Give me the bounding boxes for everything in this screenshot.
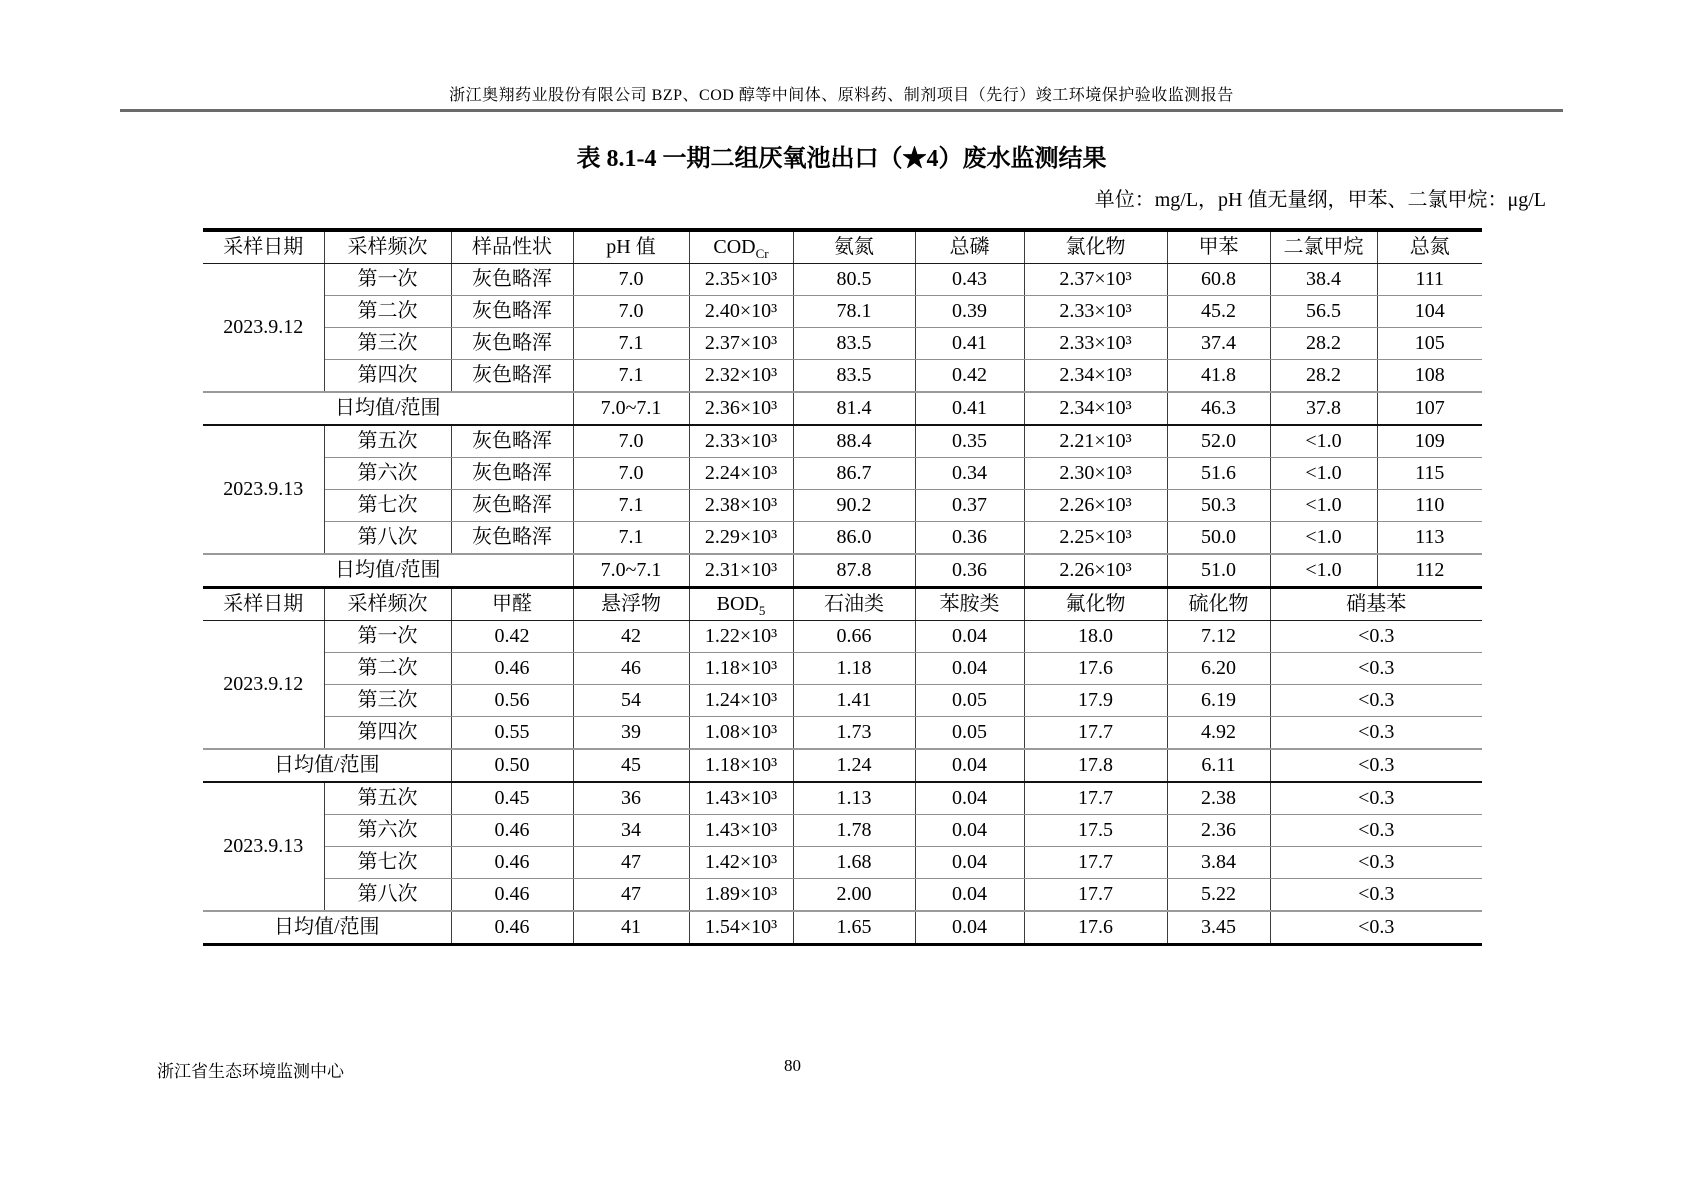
value-cell: 0.04 [915,911,1024,945]
value-cell: 0.04 [915,782,1024,815]
value-cell: 83.5 [793,360,915,393]
value-cell: 111 [1377,264,1482,296]
value-cell: 2.24×10³ [689,458,793,490]
value-cell: 113 [1377,522,1482,555]
value-cell: 110 [1377,490,1482,522]
value-cell: 2.35×10³ [689,264,793,296]
column-header-cell: 苯胺类 [915,588,1024,621]
value-cell: 0.04 [915,847,1024,879]
value-cell: 87.8 [793,554,915,588]
daily-average-label-cell: 日均值/范围 [203,554,573,588]
value-cell: <0.3 [1270,621,1482,653]
appearance-cell: 灰色略浑 [451,296,573,328]
frequency-cell: 第七次 [324,490,451,522]
value-cell: <0.3 [1270,685,1482,717]
value-cell: 0.55 [451,717,573,750]
date-cell: 2023.9.12 [203,264,324,393]
value-cell: 0.05 [915,717,1024,750]
value-cell: 0.05 [915,685,1024,717]
value-cell: 0.04 [915,749,1024,782]
appearance-cell: 灰色略浑 [451,425,573,458]
value-cell: 47 [573,847,689,879]
value-cell: 56.5 [1270,296,1377,328]
value-cell: <0.3 [1270,653,1482,685]
value-cell: 5.22 [1167,879,1270,912]
value-cell: 50.0 [1167,522,1270,555]
value-cell: 7.1 [573,522,689,555]
frequency-cell: 第五次 [324,782,451,815]
value-cell: 52.0 [1167,425,1270,458]
value-cell: 37.8 [1270,392,1377,425]
value-cell: 1.43×10³ [689,815,793,847]
value-cell: 6.19 [1167,685,1270,717]
value-cell: <0.3 [1270,749,1482,782]
value-cell: 2.34×10³ [1024,392,1167,425]
appearance-cell: 灰色略浑 [451,458,573,490]
value-cell: 1.13 [793,782,915,815]
value-cell: 0.04 [915,879,1024,912]
value-cell: 46.3 [1167,392,1270,425]
value-cell: 2.26×10³ [1024,554,1167,588]
value-cell: 7.0~7.1 [573,554,689,588]
daily-average-label-cell: 日均值/范围 [203,749,451,782]
frequency-cell: 第六次 [324,458,451,490]
value-cell: 2.38 [1167,782,1270,815]
value-cell: 1.24 [793,749,915,782]
appearance-cell: 灰色略浑 [451,360,573,393]
value-cell: 41 [573,911,689,945]
value-cell: 2.40×10³ [689,296,793,328]
value-cell: 2.25×10³ [1024,522,1167,555]
column-header-cell: 总氮 [1377,230,1482,264]
value-cell: 1.18×10³ [689,749,793,782]
column-header-cell: 石油类 [793,588,915,621]
value-cell: 90.2 [793,490,915,522]
value-cell: 7.1 [573,328,689,360]
value-cell: 17.7 [1024,847,1167,879]
date-cell: 2023.9.12 [203,621,324,750]
value-cell: <0.3 [1270,717,1482,750]
column-header-cell: 采样频次 [324,588,451,621]
header-rule [120,109,1563,112]
value-cell: 2.33×10³ [689,425,793,458]
value-cell: 1.41 [793,685,915,717]
value-cell: 112 [1377,554,1482,588]
value-cell: 1.68 [793,847,915,879]
value-cell: 1.43×10³ [689,782,793,815]
value-cell: <1.0 [1270,425,1377,458]
frequency-cell: 第三次 [324,328,451,360]
value-cell: 1.54×10³ [689,911,793,945]
value-cell: 2.32×10³ [689,360,793,393]
value-cell: 1.18 [793,653,915,685]
frequency-cell: 第七次 [324,847,451,879]
column-header-cell: 悬浮物 [573,588,689,621]
value-cell: 47 [573,879,689,912]
value-cell: 1.18×10³ [689,653,793,685]
value-cell: 0.66 [793,621,915,653]
column-header-cell: 采样日期 [203,230,324,264]
value-cell: 2.38×10³ [689,490,793,522]
daily-average-label-cell: 日均值/范围 [203,911,451,945]
value-cell: 2.26×10³ [1024,490,1167,522]
value-cell: 0.41 [915,392,1024,425]
value-cell: 2.00 [793,879,915,912]
value-cell: 0.46 [451,911,573,945]
value-cell: 7.12 [1167,621,1270,653]
column-header-cell: $COD_{Cr}$ [689,230,793,264]
value-cell: 1.22×10³ [689,621,793,653]
value-cell: 0.04 [915,653,1024,685]
footer-organization: 浙江省生态环境监测中心 [157,1062,344,1081]
value-cell: 0.56 [451,685,573,717]
page-title: 表 8.1-4 一期二组厌氧池出口（★4）废水监测结果 [576,146,1107,172]
value-cell: 46 [573,653,689,685]
column-header-cell: $BOD_5$ [689,588,793,621]
value-cell: 17.7 [1024,717,1167,750]
date-cell: 2023.9.13 [203,425,324,554]
column-header-cell: 甲醛 [451,588,573,621]
daily-average-label-cell: 日均值/范围 [203,392,573,425]
value-cell: 17.6 [1024,911,1167,945]
value-cell: <0.3 [1270,911,1482,945]
appearance-cell: 灰色略浑 [451,490,573,522]
frequency-cell: 第八次 [324,879,451,912]
value-cell: 7.0~7.1 [573,392,689,425]
value-cell: 0.04 [915,815,1024,847]
column-header-cell: 硝基苯 [1270,588,1482,621]
value-cell: 17.5 [1024,815,1167,847]
value-cell: 6.20 [1167,653,1270,685]
frequency-cell: 第一次 [324,264,451,296]
value-cell: 78.1 [793,296,915,328]
value-cell: 0.50 [451,749,573,782]
value-cell: 2.37×10³ [1024,264,1167,296]
value-cell: 6.11 [1167,749,1270,782]
value-cell: 37.4 [1167,328,1270,360]
value-cell: 2.31×10³ [689,554,793,588]
value-cell: 50.3 [1167,490,1270,522]
footer-page-number: 80 [784,1056,801,1075]
value-cell: 2.37×10³ [689,328,793,360]
value-cell: 39 [573,717,689,750]
value-cell: 54 [573,685,689,717]
column-header-cell: 氟化物 [1024,588,1167,621]
document-header: 浙江奥翔药业股份有限公司 BZP、COD 醇等中间体、原料药、制剂项目（先行）竣工环境保护验收监测报告 [449,87,1234,104]
value-cell: <0.3 [1270,782,1482,815]
value-cell: 81.4 [793,392,915,425]
frequency-cell: 第二次 [324,296,451,328]
value-cell: 1.73 [793,717,915,750]
value-cell: 2.29×10³ [689,522,793,555]
value-cell: 17.7 [1024,782,1167,815]
value-cell: 38.4 [1270,264,1377,296]
value-cell: <0.3 [1270,879,1482,912]
value-cell: 28.2 [1270,328,1377,360]
value-cell: 2.36×10³ [689,392,793,425]
value-cell: 28.2 [1270,360,1377,393]
value-cell: 108 [1377,360,1482,393]
value-cell: 17.6 [1024,653,1167,685]
value-cell: 17.8 [1024,749,1167,782]
value-cell: 2.33×10³ [1024,328,1167,360]
value-cell: 51.6 [1167,458,1270,490]
frequency-cell: 第四次 [324,360,451,393]
column-header-cell: 采样频次 [324,230,451,264]
value-cell: 1.08×10³ [689,717,793,750]
value-cell: 0.35 [915,425,1024,458]
value-cell: 1.24×10³ [689,685,793,717]
value-cell: 88.4 [793,425,915,458]
value-cell: 86.7 [793,458,915,490]
value-cell: 1.42×10³ [689,847,793,879]
frequency-cell: 第五次 [324,425,451,458]
value-cell: 83.5 [793,328,915,360]
column-header-cell: 总磷 [915,230,1024,264]
appearance-cell: 灰色略浑 [451,522,573,555]
column-header-cell: 样品性状 [451,230,573,264]
value-cell: 2.33×10³ [1024,296,1167,328]
value-cell: <0.3 [1270,815,1482,847]
appearance-cell: 灰色略浑 [451,328,573,360]
value-cell: 45 [573,749,689,782]
value-cell: 0.46 [451,879,573,912]
value-cell: <1.0 [1270,554,1377,588]
value-cell: 80.5 [793,264,915,296]
frequency-cell: 第八次 [324,522,451,555]
frequency-cell: 第三次 [324,685,451,717]
value-cell: 7.0 [573,458,689,490]
value-cell: 115 [1377,458,1482,490]
value-cell: 0.04 [915,621,1024,653]
column-header-cell: 氯化物 [1024,230,1167,264]
value-cell: 45.2 [1167,296,1270,328]
value-cell: 86.0 [793,522,915,555]
value-cell: 0.36 [915,522,1024,555]
value-cell: 41.8 [1167,360,1270,393]
value-cell: 34 [573,815,689,847]
value-cell: 0.42 [451,621,573,653]
value-cell: <1.0 [1270,490,1377,522]
value-cell: 3.84 [1167,847,1270,879]
value-cell: 1.89×10³ [689,879,793,912]
value-cell: 17.9 [1024,685,1167,717]
value-cell: 1.65 [793,911,915,945]
date-cell: 2023.9.13 [203,782,324,911]
column-header-cell: 硫化物 [1167,588,1270,621]
value-cell: <0.3 [1270,847,1482,879]
value-cell: 107 [1377,392,1482,425]
value-cell: 105 [1377,328,1482,360]
frequency-cell: 第二次 [324,653,451,685]
value-cell: 0.36 [915,554,1024,588]
value-cell: 60.8 [1167,264,1270,296]
unit-note: 单位：mg/L，pH 值无量纲，甲苯、二氯甲烷：μg/L [1094,189,1546,211]
value-cell: 109 [1377,425,1482,458]
value-cell: <1.0 [1270,458,1377,490]
value-cell: 3.45 [1167,911,1270,945]
value-cell: 0.42 [915,360,1024,393]
frequency-cell: 第四次 [324,717,451,750]
value-cell: 51.0 [1167,554,1270,588]
value-cell: 0.46 [451,653,573,685]
value-cell: 42 [573,621,689,653]
value-cell: 4.92 [1167,717,1270,750]
value-cell: 0.34 [915,458,1024,490]
value-cell: 2.34×10³ [1024,360,1167,393]
value-cell: 0.37 [915,490,1024,522]
value-cell: 2.30×10³ [1024,458,1167,490]
value-cell: 36 [573,782,689,815]
monitoring-table [203,228,1482,946]
frequency-cell: 第一次 [324,621,451,653]
column-header-cell: 二氯甲烷 [1270,230,1377,264]
value-cell: 7.0 [573,296,689,328]
value-cell: 7.0 [573,425,689,458]
value-cell: 0.41 [915,328,1024,360]
value-cell: 7.1 [573,490,689,522]
value-cell: 0.45 [451,782,573,815]
column-header-cell: 甲苯 [1167,230,1270,264]
column-header-cell: 氨氮 [793,230,915,264]
value-cell: 104 [1377,296,1482,328]
value-cell: 0.39 [915,296,1024,328]
value-cell: 17.7 [1024,879,1167,912]
value-cell: 18.0 [1024,621,1167,653]
value-cell: 7.0 [573,264,689,296]
value-cell: 0.43 [915,264,1024,296]
appearance-cell: 灰色略浑 [451,264,573,296]
value-cell: 2.21×10³ [1024,425,1167,458]
frequency-cell: 第六次 [324,815,451,847]
column-header-cell: pH 值 [573,230,689,264]
value-cell: 7.1 [573,360,689,393]
value-cell: 1.78 [793,815,915,847]
value-cell: 2.36 [1167,815,1270,847]
value-cell: 0.46 [451,847,573,879]
value-cell: 0.46 [451,815,573,847]
value-cell: <1.0 [1270,522,1377,555]
column-header-cell: 采样日期 [203,588,324,621]
